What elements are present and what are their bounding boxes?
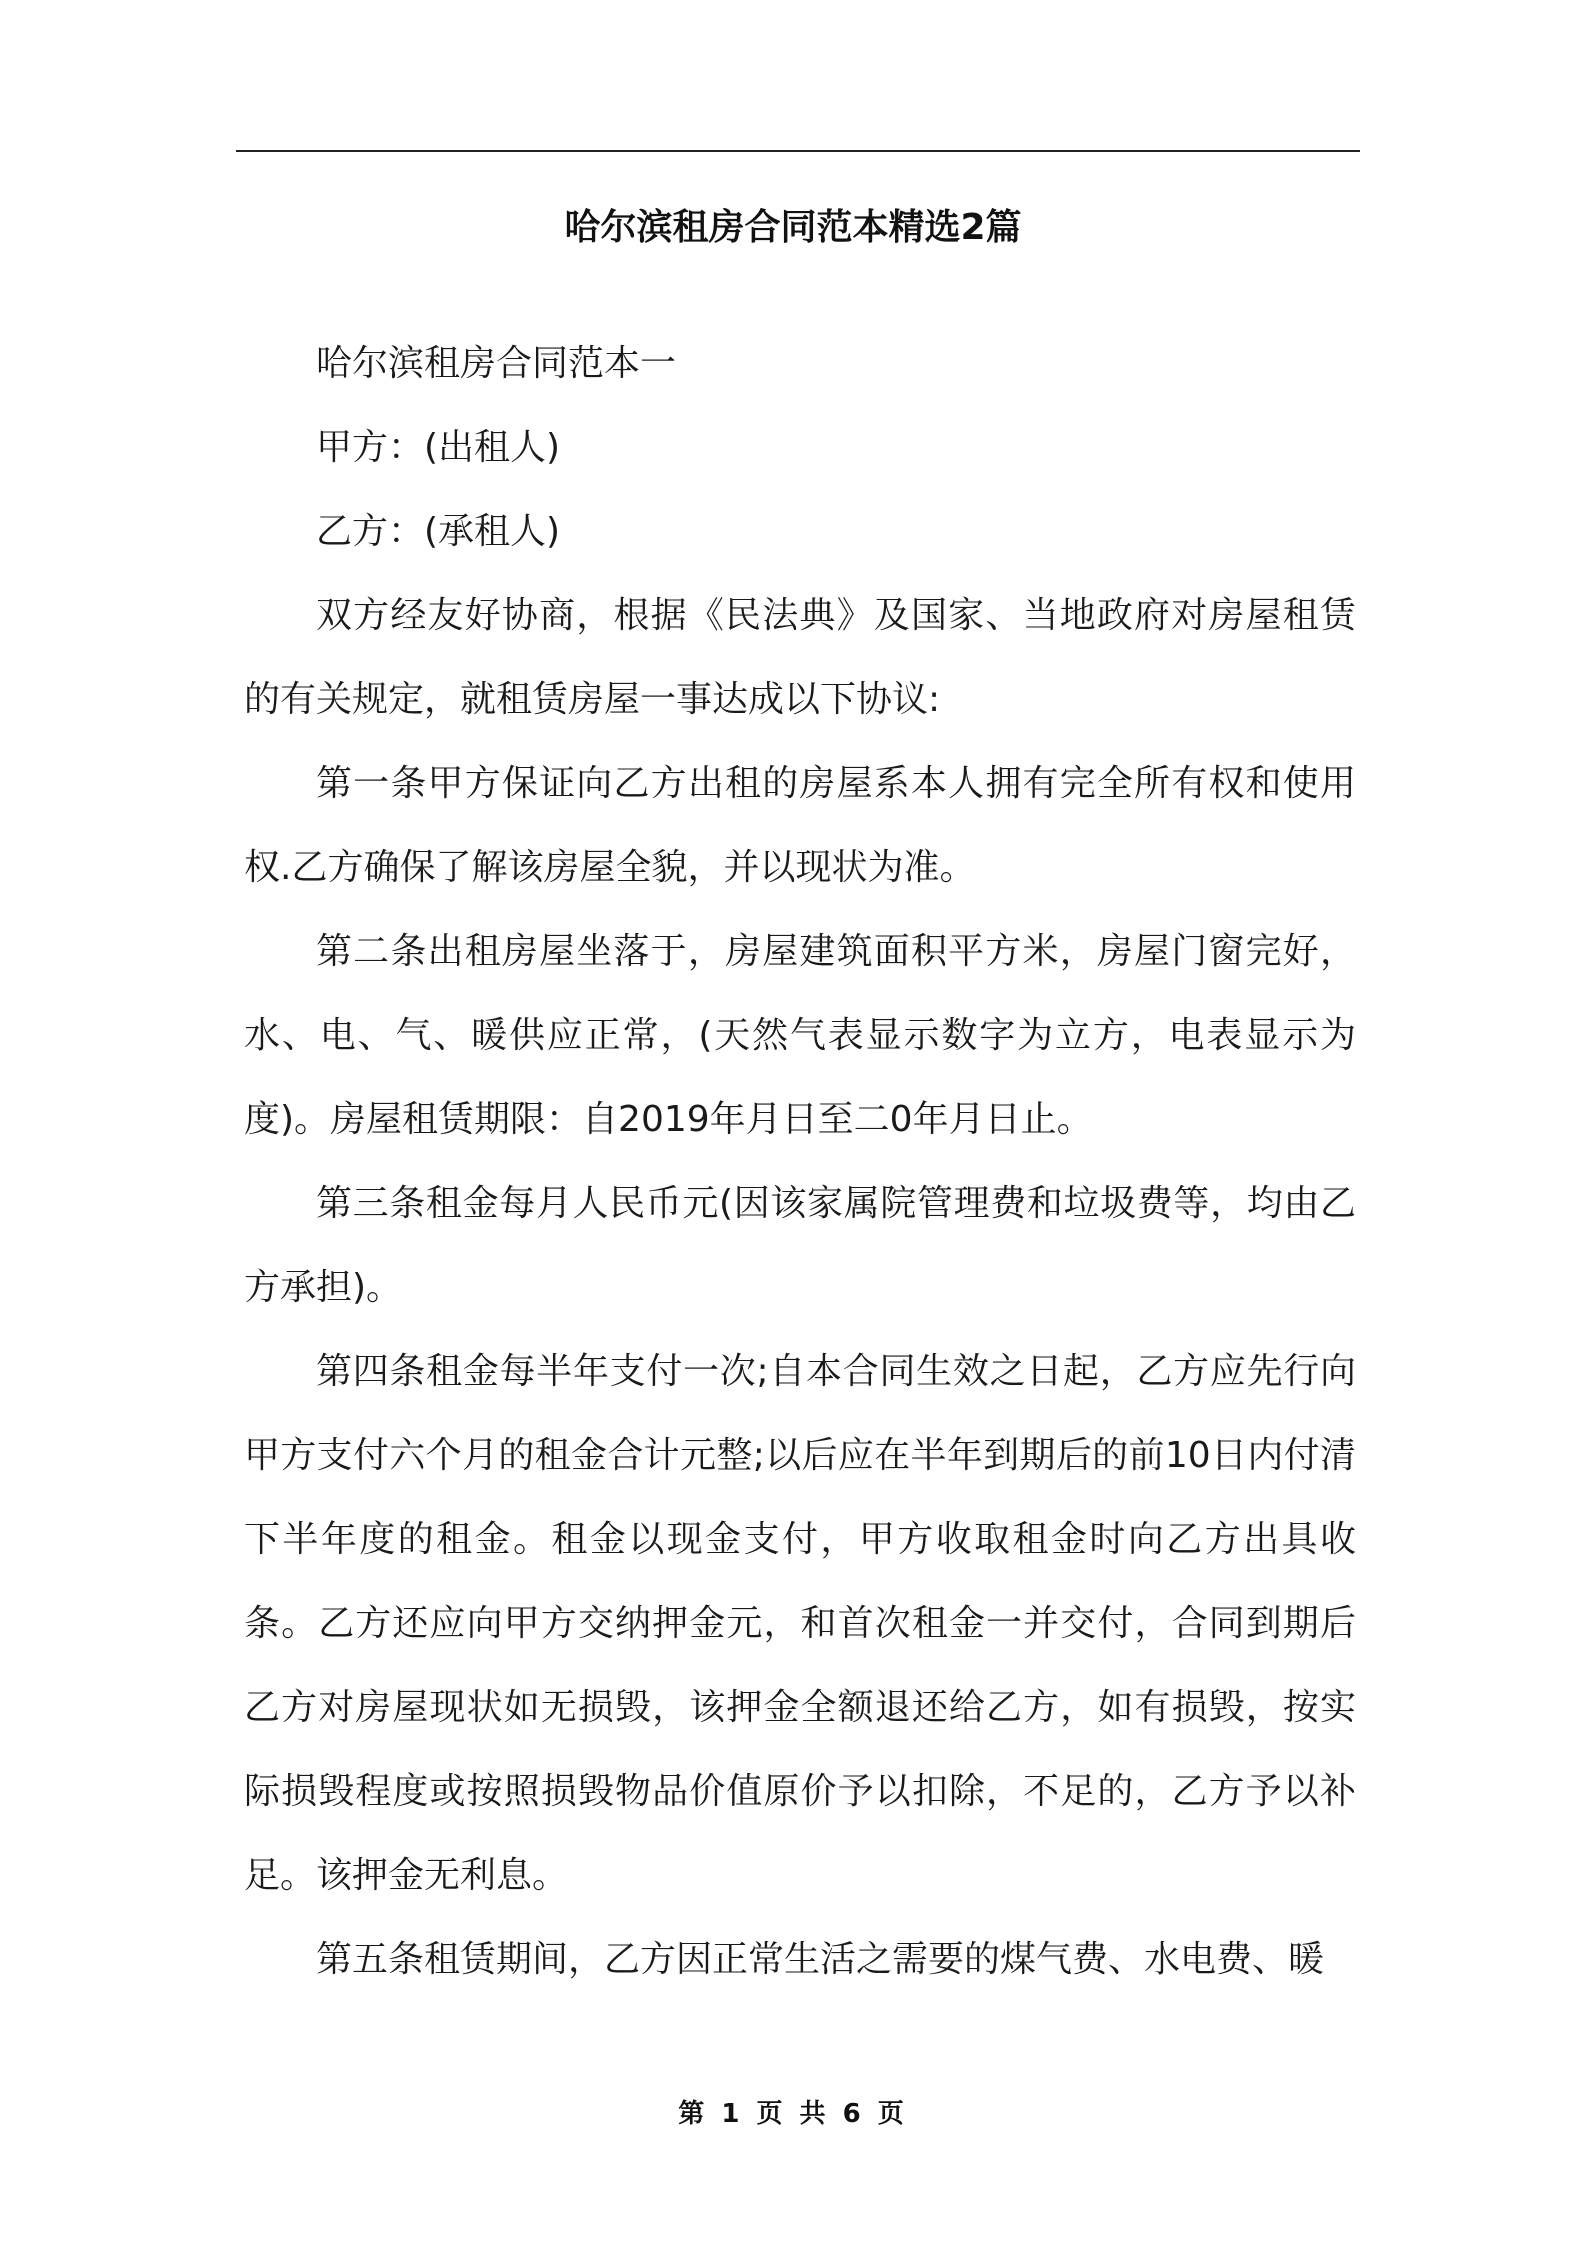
preamble-paragraph: 双方经友好协商，根据《民法典》及国家、当地政府对房屋租赁的有关规定，就租赁房屋一事达成以下协议: xyxy=(244,595,1356,720)
article-1-paragraph: 第一条甲方保证向乙方出租的房屋系本人拥有完全所有权和使用权.乙方确保了解该房屋全貌，并以现状为准。 xyxy=(244,763,1356,888)
article-4-paragraph: 第四条租金每半年支付一次;自本合同生效之日起，乙方应先行向甲方支付六个月的租金合计元整;以后应在半年到期后的前10日内付清下半年度的租金。租金以现金支付，甲方收取租金时向乙方出具收条。乙方还应向甲方交纳押金元，和首次租金一并交付，合同到期后乙方对房屋现状如无损毁，该押金全额退还给乙方，如有损毁，按实际损毁程度或按照损毁物品价值原价予以扣除，不足的，乙方予以补足。该押金无利息。 xyxy=(244,1351,1356,1896)
article-5-paragraph: 第五条租赁期间，乙方因正常生活之需要的煤气费、水电费、暖 xyxy=(316,1939,1325,1980)
article-3-paragraph: 第三条租金每月人民币元(因该家属院管理费和垃圾费等，均由乙方承担)。 xyxy=(244,1183,1356,1308)
contract-subtitle: 哈尔滨租房合同范本一 xyxy=(316,343,677,384)
document-title: 哈尔滨租房合同范本精选2篇 xyxy=(564,207,1022,248)
party-b-line: 乙方：(承租人) xyxy=(316,511,561,552)
party-a-line: 甲方：(出租人) xyxy=(316,427,561,468)
article-2-paragraph: 第二条出租房屋坐落于，房屋建筑面积平方米，房屋门窗完好，水、电、气、暖供应正常，(天然气表显示数字为立方，电表显示为度)。房屋租赁期限：自2019年月日至二0年月日止。 xyxy=(244,931,1356,1140)
page-number-footer: 第 1 页 共 6 页 xyxy=(678,2099,908,2129)
header-rule xyxy=(236,150,1360,152)
document-body xyxy=(244,322,1356,2002)
